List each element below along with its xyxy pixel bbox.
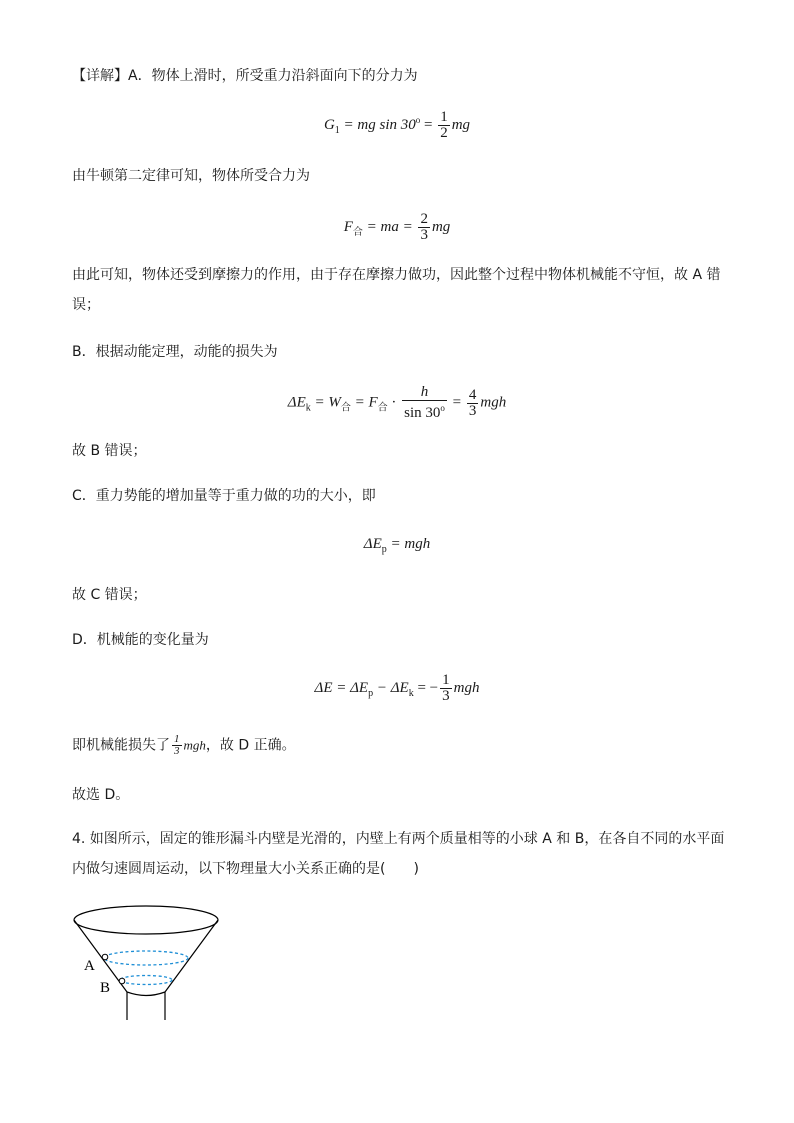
funnel-rim (74, 906, 218, 934)
question-4-line-1: 4. 如图所示，固定的锥形漏斗内壁是光滑的，内壁上有两个质量相等的小球 A 和 B，在各自不同的水平面 (72, 831, 725, 847)
funnel-diagram (68, 898, 228, 1022)
ball-a (102, 954, 108, 960)
answer-choice: 故选 D。 (72, 787, 130, 803)
option-b-text: B．根据动能定理，动能的损失为 (72, 344, 278, 360)
label-a: A (84, 958, 95, 974)
label-b: B (100, 980, 111, 996)
friction-conclusion-text-end: 误； (72, 297, 100, 313)
option-b-conclusion: 故 B 错误； (72, 443, 147, 459)
friction-conclusion-text: 由此可知，物体还受到摩擦力的作用，由于存在摩擦力做功，因此整个过程中物体机械能不守恒，故 A 错 (72, 267, 721, 283)
question-4-line-2: 内做匀速圆周运动，以下物理量大小关系正确的是( ) (72, 861, 419, 877)
orbit-a (104, 951, 188, 965)
option-d-text: D．机械能的变化量为 (72, 632, 209, 648)
funnel-neck-top (127, 992, 165, 996)
ball-b (119, 978, 125, 984)
option-c-conclusion: 故 C 错误； (72, 587, 147, 603)
option-c-text: C．重力势能的增加量等于重力做的功的大小，即 (72, 488, 376, 504)
orbit-b (120, 976, 172, 985)
option-d-conclusion: 即机械能损失了 $\frac{1}{3}$ mgh，故 D 正确。 (72, 733, 296, 757)
equation-potential-energy: $\Delta E_p$ = mgh (363, 536, 431, 555)
newton-second-law-text: 由牛顿第二定律可知，物体所受合力为 (72, 168, 310, 184)
equation-net-force: $F_合$ = ma = $\frac{2}{3}$ mg (343, 211, 451, 243)
equation-kinetic-energy-loss: $\Delta E_k = W_合 = F_合$ · $\frac{h}{\sin 30^o}$ = $\frac{4}{3}$ mgh (287, 384, 507, 421)
solution-intro: 【详解】A．物体上滑时，所受重力沿斜面向下的分力为 (72, 68, 418, 84)
funnel-figure (68, 898, 228, 1022)
equation-mechanical-energy-change: $\Delta E = \Delta E_p - \Delta E_k$ = − $\frac{1}{3}$ mgh (314, 672, 480, 704)
equation-gravity-component: $G_1$ = mg $\sin 30^o$ = $\frac{1}{2}$ mg (323, 109, 471, 142)
